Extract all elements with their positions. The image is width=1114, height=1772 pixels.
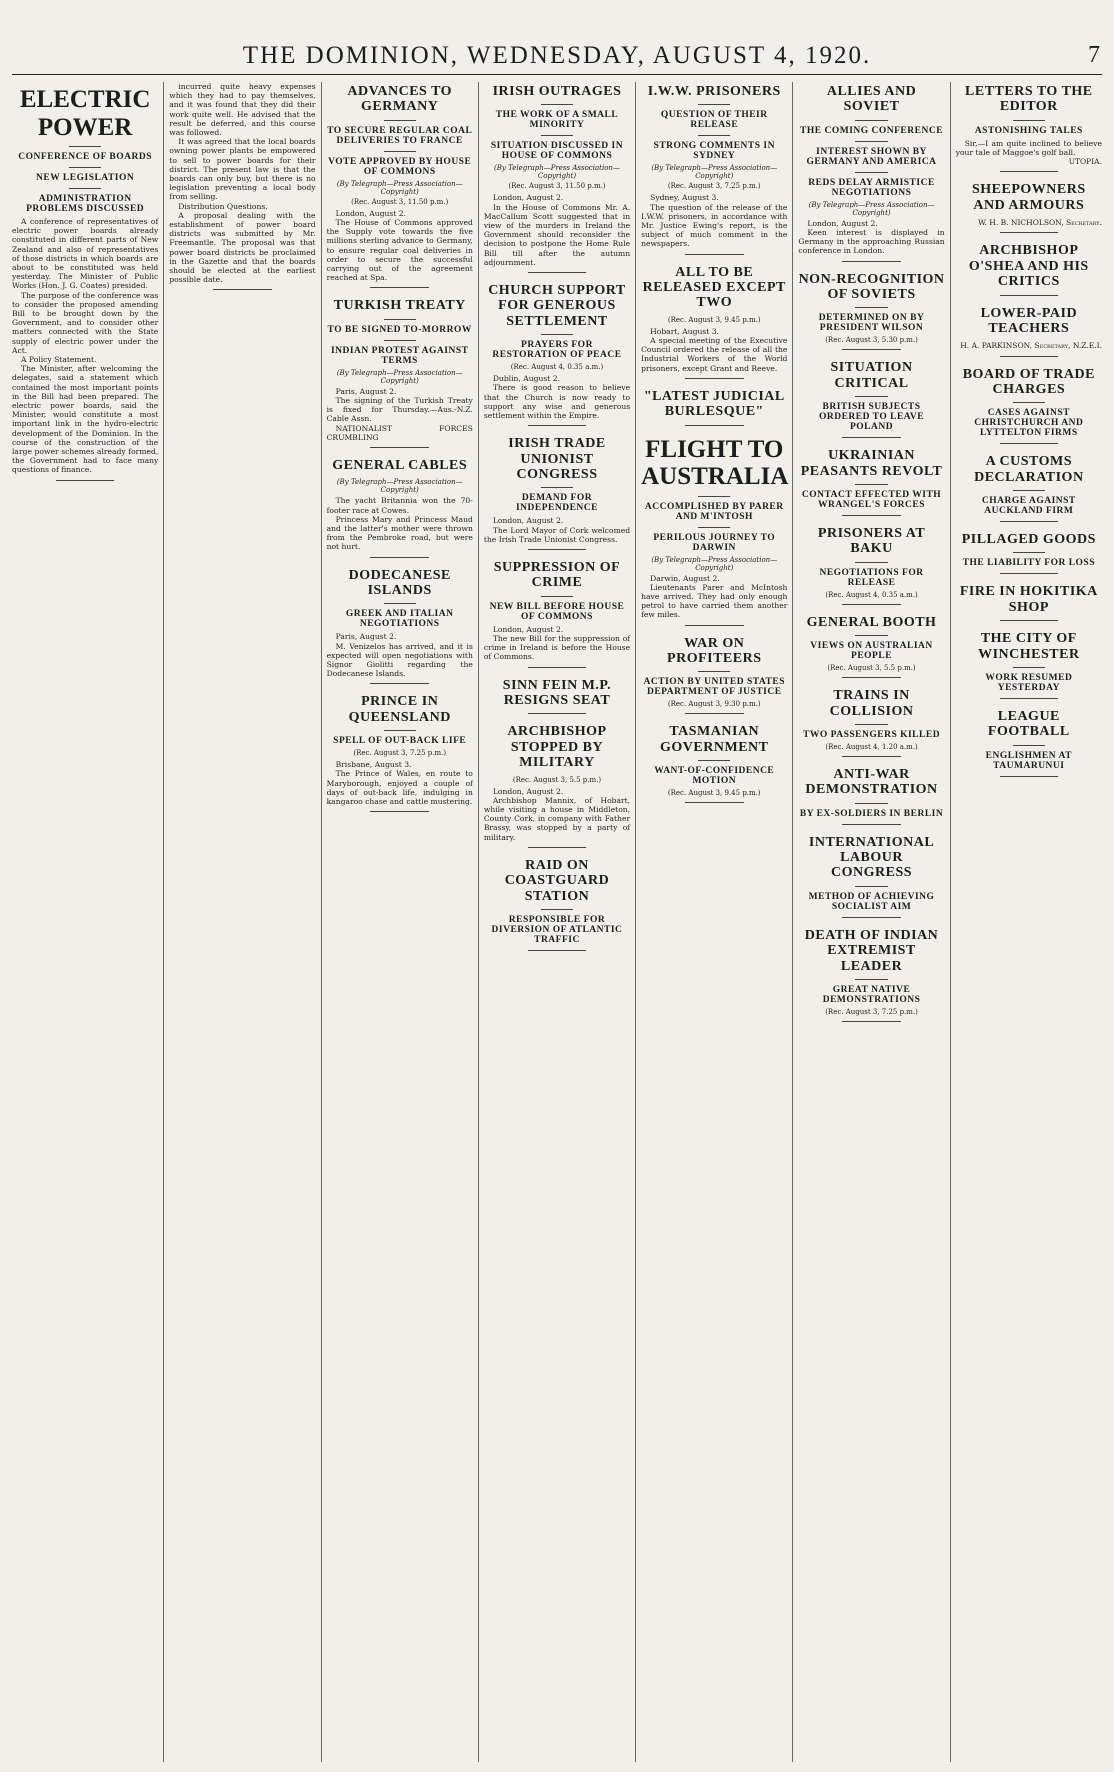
article-paragraph: Distribution Questions. xyxy=(178,201,268,211)
article-subhead: DETERMINED ON BY PRESIDENT WILSON xyxy=(818,313,925,334)
article-headline: I.W.W. PRISONERS xyxy=(647,84,781,99)
article-headline: A CUSTOMS DECLARATION xyxy=(974,454,1084,485)
divider xyxy=(685,713,744,714)
article xyxy=(484,858,630,951)
article-headline: GENERAL CABLES xyxy=(332,458,468,474)
article-subhead: PERILOUS JOURNEY TO DARWIN xyxy=(653,532,776,553)
article-headline: PILLAGED GOODS xyxy=(961,532,1096,548)
article-paragraph: London, August 2. xyxy=(807,218,878,228)
article-subhead: ASTONISHING TALES xyxy=(974,125,1083,136)
divider xyxy=(370,447,429,448)
article xyxy=(956,182,1102,233)
divider xyxy=(698,135,730,136)
divider xyxy=(69,188,101,189)
divider xyxy=(842,1021,901,1022)
article xyxy=(798,448,944,516)
article-subhead: RESPONSIBLE FOR DIVERSION OF ATLANTIC TRAFFIC xyxy=(491,914,623,945)
divider xyxy=(541,909,573,910)
divider xyxy=(370,683,429,684)
article-headline: BOARD OF TRADE CHARGES xyxy=(962,366,1095,397)
article xyxy=(641,389,787,426)
column xyxy=(12,82,163,1762)
article-headline: "LATEST JUDICIAL BURLESQUE" xyxy=(643,388,785,420)
divider xyxy=(698,671,730,672)
article-headline: PRINCE IN QUEENSLAND xyxy=(348,694,451,725)
article xyxy=(798,360,944,438)
article-headline: LETTERS TO THE EDITOR xyxy=(965,84,1093,115)
article-paragraph: Paris, August 2. xyxy=(335,386,397,396)
article xyxy=(956,367,1102,445)
article xyxy=(798,688,944,757)
article-subhead: WANT-OF-CONFIDENCE MOTION xyxy=(654,766,775,787)
article-paragraph: The House of Commons approved the Supply vote towards the five millions sterling advance to Germany, to ensure regular coal deliveries in order to secure the successful carrying out of the agreement reached at Spa. xyxy=(326,217,473,283)
divider xyxy=(213,289,272,290)
article xyxy=(956,454,1102,522)
article-headline: UKRAINIAN PEASANTS REVOLT xyxy=(800,448,943,479)
divider xyxy=(384,730,416,731)
article-headline: LEAGUE FOOTBALL xyxy=(987,709,1070,740)
article xyxy=(798,526,944,605)
article-subhead: INDIAN PROTEST AGAINST TERMS xyxy=(330,345,469,366)
column xyxy=(163,82,320,1762)
article xyxy=(641,265,787,379)
article-source: (By Telegraph—Press Association—Copyright) xyxy=(808,200,935,217)
article xyxy=(956,709,1102,777)
article-source: (By Telegraph—Press Association—Copyright) xyxy=(651,164,778,181)
divider xyxy=(855,396,887,397)
article-headline: FLIGHT TO AUSTRALIA xyxy=(641,435,789,491)
article xyxy=(641,724,787,803)
divider xyxy=(1000,620,1059,621)
divider xyxy=(1013,402,1045,403)
article-paragraph: A proposal dealing with the establishment of power board districts was submitted by Mr. Freemantle. The proposal was that power board districts be proclaimed in the Gazette and that the boards should be elected at the earliest possible date. xyxy=(169,210,316,285)
article-headline: CHURCH SUPPORT FOR GENEROUS SETTLEMENT xyxy=(488,283,626,329)
divider xyxy=(384,340,416,341)
article-paragraph: Darwin, August 2. xyxy=(650,573,720,583)
article-paragraph: M. Venizelos has arrived, and it is expected will open negotiations with Signor Giolitti regarding the Dodecanese Islands. xyxy=(326,641,473,679)
article-subhead: CONFERENCE OF BOARDS xyxy=(18,152,152,162)
divider xyxy=(528,713,587,714)
divider xyxy=(1000,232,1059,233)
divider xyxy=(541,596,573,597)
column xyxy=(950,82,1102,1762)
article-headline: SUPPRESSION OF CRIME xyxy=(493,559,621,591)
divider xyxy=(855,979,887,980)
divider xyxy=(528,272,587,273)
article-headline: ELECTRIC POWER xyxy=(19,86,151,141)
columns xyxy=(12,82,1102,1762)
article xyxy=(956,243,1102,295)
article-date: (Rec. August 3, 9.45 p.m.) xyxy=(667,789,761,798)
article-subhead: NEGOTIATIONS FOR RELEASE xyxy=(819,567,924,588)
divider xyxy=(842,349,901,350)
article-paragraph: The yacht Britannia won the 70-footer race at Cowes. xyxy=(326,496,473,515)
article-headline: LOWER-PAID TEACHERS xyxy=(980,305,1078,336)
article xyxy=(484,678,630,715)
article-date: (Rec. August 3, 5.5 p.m.) xyxy=(827,664,916,673)
divider xyxy=(855,724,887,725)
divider xyxy=(685,802,744,803)
article-date: (Rec. August 4, 0.35 a.m.) xyxy=(510,363,604,372)
article xyxy=(798,767,944,825)
article-headline: ANTI-WAR DEMONSTRATION xyxy=(805,766,938,798)
article-headline: DODECANESE ISLANDS xyxy=(348,567,451,599)
article-date: (Rec. August 3, 7.25 p.m.) xyxy=(667,182,761,191)
divider xyxy=(842,261,901,262)
article-subhead: VIEWS ON AUSTRALIAN PEOPLE xyxy=(810,641,933,662)
divider xyxy=(528,425,587,426)
article-paragraph: Dublin, August 2. xyxy=(492,374,560,384)
divider xyxy=(842,756,901,757)
article-paragraph: London, August 2. xyxy=(335,208,406,218)
divider xyxy=(69,146,101,147)
article-paragraph: The new Bill for the suppression of crime in Ireland is before the House of Commons. xyxy=(483,633,631,662)
divider xyxy=(685,254,744,255)
article-headline: ALLIES AND SOVIET xyxy=(826,84,917,115)
article-paragraph: The signing of the Turkish Treaty is fixed for Thursday.—Aus.-N.Z. Cable Assn. xyxy=(326,396,473,424)
article-paragraph: NATIONALIST FORCES CRUMBLING xyxy=(326,423,473,442)
divider xyxy=(1000,171,1059,172)
article xyxy=(484,724,630,847)
article-headline: DEATH OF INDIAN EXTREMIST LEADER xyxy=(804,927,939,974)
divider xyxy=(842,604,901,605)
divider xyxy=(1013,552,1045,553)
column xyxy=(792,82,949,1762)
divider xyxy=(370,287,429,288)
article-paragraph: London, August 2. xyxy=(492,786,564,796)
divider xyxy=(842,677,901,678)
article-subhead: NEW BILL BEFORE HOUSE OF COMMONS xyxy=(489,601,625,622)
article xyxy=(641,436,787,626)
divider xyxy=(855,803,887,804)
article-paragraph: Paris, August 2. xyxy=(335,632,397,642)
article-headline: THE CITY OF WINCHESTER xyxy=(978,631,1080,662)
divider xyxy=(855,562,887,563)
divider xyxy=(541,487,573,488)
divider xyxy=(69,167,101,168)
article-subhead: PRAYERS FOR RESTORATION OF PEACE xyxy=(492,340,622,361)
divider xyxy=(855,120,887,121)
article xyxy=(484,283,630,426)
article-date: (Rec. August 3, 7.25 p.m.) xyxy=(353,749,447,758)
article xyxy=(798,84,944,262)
article-subhead: VOTE APPROVED BY HOUSE OF COMMONS xyxy=(328,156,472,177)
article-date: (Rec. August 3, 9.30 p.m.) xyxy=(667,700,761,709)
article xyxy=(327,458,473,558)
article-subhead: METHOD OF ACHIEVING SOCIALIST AIM xyxy=(808,891,935,912)
article-subhead: NEW LEGISLATION xyxy=(36,173,135,183)
article xyxy=(956,84,1102,172)
article xyxy=(956,631,1102,699)
article-paragraph: Sydney, August 3. xyxy=(650,193,719,203)
article-subhead: THE LIABILITY FOR LOSS xyxy=(962,558,1095,569)
article-headline: SHEEPOWNERS AND ARMOURS xyxy=(972,182,1086,213)
divider xyxy=(384,151,416,152)
divider xyxy=(541,104,573,105)
article xyxy=(169,82,315,290)
article-headline: ADVANCES TO GERMANY xyxy=(347,84,453,115)
article-subhead: GREAT NATIVE DEMONSTRATIONS xyxy=(822,985,921,1006)
article-date: (Rec. August 3, 5.5 p.m.) xyxy=(512,775,602,784)
page-number: 7 xyxy=(1088,42,1100,68)
article-paragraph: Brisbane, August 3. xyxy=(335,760,412,770)
masthead xyxy=(12,40,1102,75)
article-paragraph: Lieutenants Parer and McIntosh have arrived. They had only enough petrol to have carried them another few miles. xyxy=(641,582,788,620)
article-source: (By Telegraph—Press Association—Copyright) xyxy=(336,478,463,495)
divider xyxy=(384,603,416,604)
article xyxy=(641,84,787,255)
article-subhead: SPELL OF OUT-BACK LIFE xyxy=(333,736,467,747)
article xyxy=(484,84,630,273)
article-paragraph: It was agreed that the local boards owning power plants be empowered to sell to power boards for their district. The present law is that the boards can only buy, but there is no legislation preventing a local body from selling. xyxy=(169,137,316,202)
divider xyxy=(685,425,744,426)
article-headline: TURKISH TREATY xyxy=(333,298,466,314)
article-subhead: CHARGE AGAINST AUCKLAND FIRM xyxy=(981,496,1076,517)
article-paragraph: incurred quite heavy expenses which they had to pay themselves, and it was found that they did their work quite well. He advised that the result be deferred, and this course was followed. xyxy=(169,82,316,138)
divider xyxy=(698,760,730,761)
divider xyxy=(528,667,587,668)
article-source: (By Telegraph—Press Association—Copyright) xyxy=(336,368,463,385)
article-date: (Rec. August 4, 1.20 a.m.) xyxy=(825,742,918,751)
divider xyxy=(528,549,587,550)
divider xyxy=(842,824,901,825)
article-subhead: QUESTION OF THEIR RELEASE xyxy=(660,110,768,131)
divider xyxy=(1013,667,1045,668)
article-subhead: BY EX-SOLDIERS IN BERLIN xyxy=(799,808,944,819)
divider xyxy=(541,334,573,335)
article xyxy=(12,86,158,481)
article-subhead: ACCOMPLISHED BY PARER AND M'INTOSH xyxy=(644,501,784,522)
letter-signature: H. A. PARKINSON, Secretary, N.Z.E.I. xyxy=(960,341,1102,351)
article-subhead: GREEK AND ITALIAN NEGOTIATIONS xyxy=(345,609,454,630)
article xyxy=(641,636,787,715)
article-headline: FIRE IN HOKITIKA SHOP xyxy=(959,584,1098,615)
divider xyxy=(1013,490,1045,491)
divider xyxy=(1000,698,1059,699)
divider xyxy=(855,886,887,887)
article-headline: PRISONERS AT BAKU xyxy=(817,525,926,557)
divider xyxy=(1013,120,1045,121)
divider xyxy=(685,625,744,626)
letter-signature: W. H. B. NICHOLSON, Secretary. xyxy=(978,218,1102,228)
article-subhead: BRITISH SUBJECTS ORDERED TO LEAVE POLAND xyxy=(818,402,925,433)
divider xyxy=(1000,776,1059,777)
article xyxy=(798,272,944,351)
article xyxy=(327,84,473,288)
article-headline: NON-RECOGNITION OF SOVIETS xyxy=(798,271,945,302)
article-headline: WAR ON PROFITEERS xyxy=(667,635,762,666)
article xyxy=(798,928,944,1022)
divider xyxy=(855,635,887,636)
article-date: (Rec. August 3, 5.30 p.m.) xyxy=(825,336,918,345)
article-paragraph: Sir,—I am quite inclined to believe your tale of Maggoe's golf ball. xyxy=(955,138,1102,157)
divider xyxy=(842,917,901,918)
article-subhead: ACTION BY UNITED STATES DEPARTMENT OF JUSTICE xyxy=(643,677,785,698)
divider xyxy=(1000,443,1059,444)
article-paragraph: Keen interest is displayed in Germany in the approaching Russian conference in London. xyxy=(798,227,945,256)
article-headline: TRAINS IN COLLISION xyxy=(829,688,914,719)
article-headline: GENERAL BOOTH xyxy=(806,614,937,630)
article-date: (Rec. August 3, 11.50 p.m.) xyxy=(508,182,606,191)
divider xyxy=(698,496,730,497)
article-date: (Rec. August 3, 11.50 p.m.) xyxy=(351,197,449,206)
article-headline: ALL TO BE RELEASED EXCEPT TWO xyxy=(642,264,786,311)
article-source: (By Telegraph—Press Association—Copyright) xyxy=(494,164,620,181)
divider xyxy=(685,378,744,379)
column xyxy=(635,82,792,1762)
article-subhead: DEMAND FOR INDEPENDENCE xyxy=(515,493,598,514)
divider xyxy=(370,557,429,558)
article xyxy=(327,568,473,685)
article-subhead: THE WORK OF A SMALL MINORITY xyxy=(495,110,619,131)
article-source: (By Telegraph—Press Association—Copyright) xyxy=(651,555,778,572)
article-date: (Rec. August 3, 7.25 p.m.) xyxy=(825,1008,918,1017)
divider xyxy=(1000,521,1059,522)
divider xyxy=(1013,745,1045,746)
article xyxy=(327,298,473,448)
article-paragraph: Hobart, August 3. xyxy=(650,326,719,336)
article-headline: INTERNATIONAL LABOUR CONGRESS xyxy=(808,834,935,881)
divider xyxy=(370,811,429,812)
divider xyxy=(1000,573,1059,574)
article-paragraph: The Minister, after welcoming the delegates, said a statement which contained the most important points in the Bill had been prepared. The electric power boards, said the Minister, would constitute a most important link in the hydro-electric development of the Dominion. In the course of the construction of the large power schemes already formed, the Government had to face many questions of finance. xyxy=(12,364,159,475)
article-paragraph: A special meeting of the Executive Council ordered the release of all the Industrial Workers of the World prisoners, except Grant and Reeve. xyxy=(641,335,788,373)
article-subhead: TO BE SIGNED TO-MORROW xyxy=(327,324,472,335)
divider xyxy=(842,437,901,438)
article xyxy=(484,436,630,550)
article-subhead: TWO PASSENGERS KILLED xyxy=(803,729,941,740)
article-date: (Rec. August 3, 9.45 p.m.) xyxy=(667,315,761,324)
article-headline: RAID ON COASTGUARD STATION xyxy=(504,857,610,904)
divider xyxy=(855,307,887,308)
article xyxy=(484,560,630,668)
article-subhead: THE COMING CONFERENCE xyxy=(800,125,944,136)
article-headline: ARCHBISHOP O'SHEA AND HIS CRITICS xyxy=(968,243,1089,290)
article-paragraph: The purpose of the conference was to consider the proposed amending Bill to be brought down by the Government, and to consider other matters connected with the State supply of electric power under the Act. xyxy=(12,290,159,355)
divider xyxy=(842,515,901,516)
article xyxy=(798,835,944,918)
article xyxy=(798,615,944,678)
article-paragraph: The Prince of Wales, en route to Maryborough, enjoyed a couple of days of out-back life, indulging in kangaroo chase and cattle mustering. xyxy=(326,769,473,807)
divider xyxy=(541,135,573,136)
divider xyxy=(698,104,730,105)
article-paragraph: Princess Mary and Princess Maud and the latter's mother were thrown from the Pembroke road, but were not hurt. xyxy=(326,514,473,552)
divider xyxy=(855,141,887,142)
divider xyxy=(56,480,115,481)
article-paragraph: The Lord Mayor of Cork welcomed the Irish Trade Unionist Congress. xyxy=(483,525,631,544)
article-subhead: INTEREST SHOWN BY GERMANY AND AMERICA xyxy=(806,146,937,167)
column xyxy=(321,82,478,1762)
article-paragraph: There is good reason to believe that the Church is now ready to support any wise and generous settlement within the Empire. xyxy=(483,383,631,420)
article-paragraph: London, August 2. xyxy=(492,193,564,203)
article-subhead: ADMINISTRATION PROBLEMS DISCUSSED xyxy=(26,194,145,214)
article-paragraph: Archbishop Mannix, of Hobart, while visiting a house in Middleton, County Cork, in company with Father Brassy, was stopped by a party of military. xyxy=(483,795,631,842)
article xyxy=(327,694,473,812)
article-subhead: ENGLISHMEN AT TAUMARUNUI xyxy=(985,750,1072,771)
divider xyxy=(1000,356,1059,357)
article-subhead: SITUATION DISCUSSED IN HOUSE OF COMMONS xyxy=(490,141,624,162)
divider xyxy=(528,847,587,848)
article-paragraph: In the House of Commons Mr. A. MacCallum Scott suggested that in view of the murders in Ireland the Government should reconsider the decision to postpone the Home Rule Bill till after the autumn adjournment. xyxy=(483,202,631,267)
article-paragraph: London, August 2. xyxy=(492,624,564,634)
divider xyxy=(698,527,730,528)
article-subhead: WORK RESUMED YESTERDAY xyxy=(985,673,1073,694)
article xyxy=(956,532,1102,574)
column xyxy=(478,82,635,1762)
divider xyxy=(384,120,416,121)
article-headline: TASMANIAN GOVERNMENT xyxy=(660,724,769,755)
article xyxy=(956,306,1102,357)
article-headline: IRISH TRADE UNIONIST CONGRESS xyxy=(508,436,606,482)
divider xyxy=(384,319,416,320)
masthead-title: THE DOMINION, WEDNESDAY, AUGUST 4, 1920. xyxy=(242,42,872,69)
article-subhead: CONTACT EFFECTED WITH WRANGEL'S FORCES xyxy=(801,489,942,510)
letter-signature: UTOPIA. xyxy=(1068,157,1102,167)
article-paragraph: A Policy Statement. xyxy=(21,355,97,365)
article-subhead: REDS DELAY ARMISTICE NEGOTIATIONS xyxy=(808,177,935,198)
article-source: (By Telegraph—Press Association—Copyright) xyxy=(336,179,463,196)
article-subhead: CASES AGAINST CHRISTCHURCH AND LYTTELTON FIRMS xyxy=(974,408,1084,439)
article-headline: ARCHBISHOP STOPPED BY MILITARY xyxy=(507,724,607,771)
divider xyxy=(855,172,887,173)
article-paragraph: A conference of representatives of electric power boards already constituted in different parts of New Zealand and also of representatives of those districts in which boards are about to be constituted was held yesterday. The Minister of Public Works (Hon. J. G. Coates) presided. xyxy=(12,217,159,291)
divider xyxy=(855,484,887,485)
article-paragraph: The question of the release of the I.W.W. prisoners, in accordance with Mr. Justice Ewing's report, is the subject of much comment in the newspapers. xyxy=(641,202,788,249)
article-headline: SINN FEIN M.P. RESIGNS SEAT xyxy=(502,677,612,708)
article-subhead: STRONG COMMENTS IN SYDNEY xyxy=(653,141,775,162)
divider xyxy=(528,950,587,951)
article-headline: SITUATION CRITICAL xyxy=(830,360,913,391)
article-headline: IRISH OUTRAGES xyxy=(492,84,622,99)
article xyxy=(956,584,1102,621)
article-date: (Rec. August 4, 0.35 a.m.) xyxy=(825,590,918,599)
article-subhead: TO SECURE REGULAR COAL DELIVERIES TO FRANCE xyxy=(327,125,473,146)
article-paragraph: London, August 2. xyxy=(492,516,564,526)
divider xyxy=(1000,295,1059,296)
